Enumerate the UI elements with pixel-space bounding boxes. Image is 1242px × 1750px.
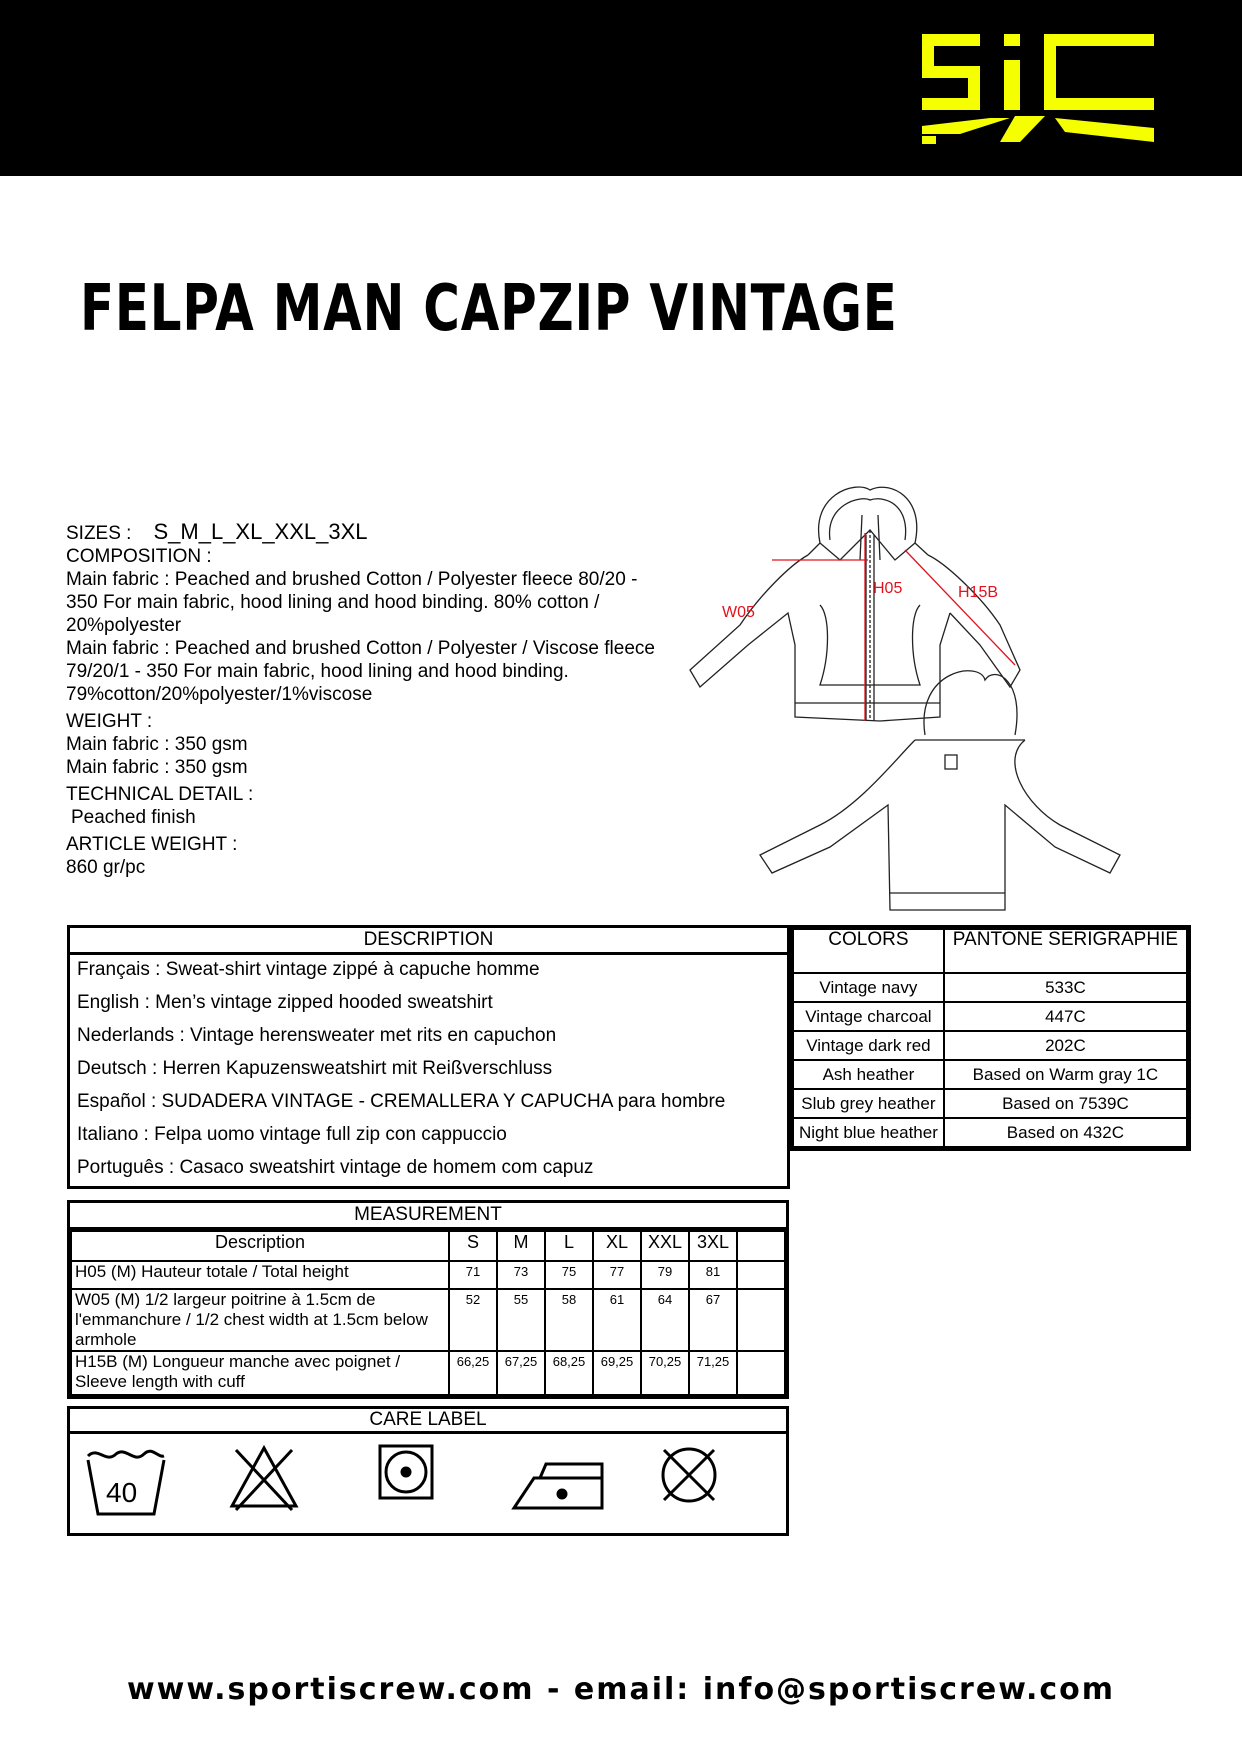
measurement-label: H05 (M) Hauteur totale / Total height: [71, 1261, 449, 1289]
color-row: [793, 1118, 1187, 1147]
measurement-value: 79: [641, 1261, 689, 1289]
empty-cell: [737, 1289, 785, 1351]
wash-40-icon: [84, 1442, 168, 1518]
measurement-value: 58: [545, 1289, 593, 1351]
sizes-value: S_M_L_XL_XXL_3XL: [153, 519, 368, 544]
no-bleach-icon: [228, 1442, 300, 1514]
measurement-value: 55: [497, 1289, 545, 1351]
label-h15b: H15B: [958, 584, 999, 601]
size-header: 3XL: [689, 1231, 737, 1261]
pantone-code: 533C: [944, 973, 1187, 1002]
measurement-table: [67, 1200, 789, 1399]
care-heading: CARE LABEL: [70, 1409, 786, 1434]
composition-text-1: Main fabric : Peached and brushed Cotton / Polyester fleece 80/20 - 350 For main fabric, hood lining and hood binding. 80% cotton / 20%polyester: [66, 569, 638, 636]
description-row: Português : Casaco sweatshirt vintage de homem com capuz: [77, 1157, 594, 1178]
pantone-code: Based on 7539C: [944, 1089, 1187, 1118]
no-dry-clean-icon: [656, 1442, 722, 1508]
color-name: Vintage dark red: [793, 1031, 944, 1060]
technical-value: Peached finish: [71, 807, 196, 828]
empty-cell: [737, 1261, 785, 1289]
sizes-label: SIZES :: [66, 523, 132, 544]
iron-low-icon: [510, 1442, 620, 1514]
pantone-code: 202C: [944, 1031, 1187, 1060]
description-row: Español : SUDADERA VINTAGE - CREMALLERA Y CAPUCHA para hombre: [77, 1091, 726, 1112]
measurement-value: 71: [449, 1261, 497, 1289]
measure-lines: [772, 533, 1015, 721]
measurement-value: 67,25: [497, 1351, 545, 1395]
color-row: [793, 1031, 1187, 1060]
measurement-row: [71, 1261, 785, 1289]
color-name: Vintage navy: [793, 973, 944, 1002]
composition-text-2: Main fabric : Peached and brushed Cotton / Polyester / Viscose fleece 79/20/1 - 350 For main fabric, hood lining and hood binding. 79%cotton/20%polyester/1%viscose: [66, 638, 655, 705]
measurement-value: 61: [593, 1289, 641, 1351]
size-header: L: [545, 1231, 593, 1261]
product-info: [66, 520, 666, 879]
care-label-box: [67, 1406, 789, 1536]
svg-text:40: 40: [106, 1477, 138, 1508]
description-table: [67, 925, 790, 1189]
measurement-value: 69,25: [593, 1351, 641, 1395]
label-h05: H05: [873, 580, 903, 597]
measurement-row: [71, 1289, 785, 1351]
measurement-label: W05 (M) 1/2 largeur poitrine à 1.5cm de l'emmanchure / 1/2 chest width at 1.5cm below armhole: [71, 1289, 449, 1351]
measurement-value: 64: [641, 1289, 689, 1351]
color-name: Slub grey heather: [793, 1089, 944, 1118]
care-icons: [70, 1434, 786, 1530]
colors-table: [789, 925, 1191, 1151]
description-row: Français : Sweat-shirt vintage zippé à capuche homme: [77, 959, 540, 980]
measurement-value: 71,25: [689, 1351, 737, 1395]
color-row: [793, 1060, 1187, 1089]
brand-logo: [920, 30, 1155, 148]
measurement-value: 70,25: [641, 1351, 689, 1395]
color-name: Ash heather: [793, 1060, 944, 1089]
tumble-dry-icon: [376, 1442, 436, 1502]
measurement-value: 77: [593, 1261, 641, 1289]
garment-drawing: [680, 485, 1130, 915]
measurement-value: 75: [545, 1261, 593, 1289]
measurement-value: 73: [497, 1261, 545, 1289]
article-weight-value: 860 gr/pc: [66, 857, 146, 878]
footer-contact: www.sportiscrew.com - email: info@sportiscrew.com: [126, 1672, 1116, 1707]
product-title: FELPA MAN CAPZIP VINTAGE: [80, 272, 898, 346]
technical-label: TECHNICAL DETAIL :: [66, 784, 254, 805]
measurement-value: 81: [689, 1261, 737, 1289]
measurement-label: H15B (M) Longueur manche avec poignet / Sleeve length with cuff: [71, 1351, 449, 1395]
measurement-value: 52: [449, 1289, 497, 1351]
size-header: M: [497, 1231, 545, 1261]
description-row: Deutsch : Herren Kapuzensweatshirt mit Reißverschluss: [77, 1058, 553, 1079]
description-row: Nederlands : Vintage herensweater met rits en capuchon: [77, 1025, 557, 1046]
article-weight-label: ARTICLE WEIGHT :: [66, 834, 238, 855]
measurement-value: 67: [689, 1289, 737, 1351]
weight-text-2: Main fabric : 350 gsm: [66, 757, 248, 778]
size-header: S: [449, 1231, 497, 1261]
weight-label: WEIGHT :: [66, 711, 153, 732]
color-row: [793, 1002, 1187, 1031]
sizes-row: [66, 520, 666, 545]
size-header: XL: [593, 1231, 641, 1261]
pantone-code: 447C: [944, 1002, 1187, 1031]
colors-heading: COLORS: [793, 929, 944, 973]
size-header: XXL: [641, 1231, 689, 1261]
color-row: [793, 1089, 1187, 1118]
pantone-code: Based on 432C: [944, 1118, 1187, 1147]
empty-cell: [737, 1231, 785, 1261]
measurement-row: [71, 1351, 785, 1395]
weight-text-1: Main fabric : 350 gsm: [66, 734, 248, 755]
color-name: Night blue heather: [793, 1118, 944, 1147]
composition-label: COMPOSITION :: [66, 546, 212, 567]
header-bar: [0, 0, 1242, 176]
pantone-code: Based on Warm gray 1C: [944, 1060, 1187, 1089]
measurement-value: 66,25: [449, 1351, 497, 1395]
color-name: Vintage charcoal: [793, 1002, 944, 1031]
measurement-heading: MEASUREMENT: [70, 1203, 786, 1230]
empty-cell: [737, 1351, 785, 1395]
pantone-heading: PANTONE SERIGRAPHIE: [944, 929, 1187, 973]
description-row: English : Men’s vintage zipped hooded sweatshirt: [77, 992, 493, 1013]
description-row: Italiano : Felpa uomo vintage full zip con cappuccio: [77, 1124, 507, 1145]
label-w05: W05: [722, 604, 755, 621]
description-heading: DESCRIPTION: [70, 928, 787, 955]
measurement-value: 68,25: [545, 1351, 593, 1395]
measurement-desc-heading: Description: [71, 1231, 449, 1261]
color-row: [793, 973, 1187, 1002]
